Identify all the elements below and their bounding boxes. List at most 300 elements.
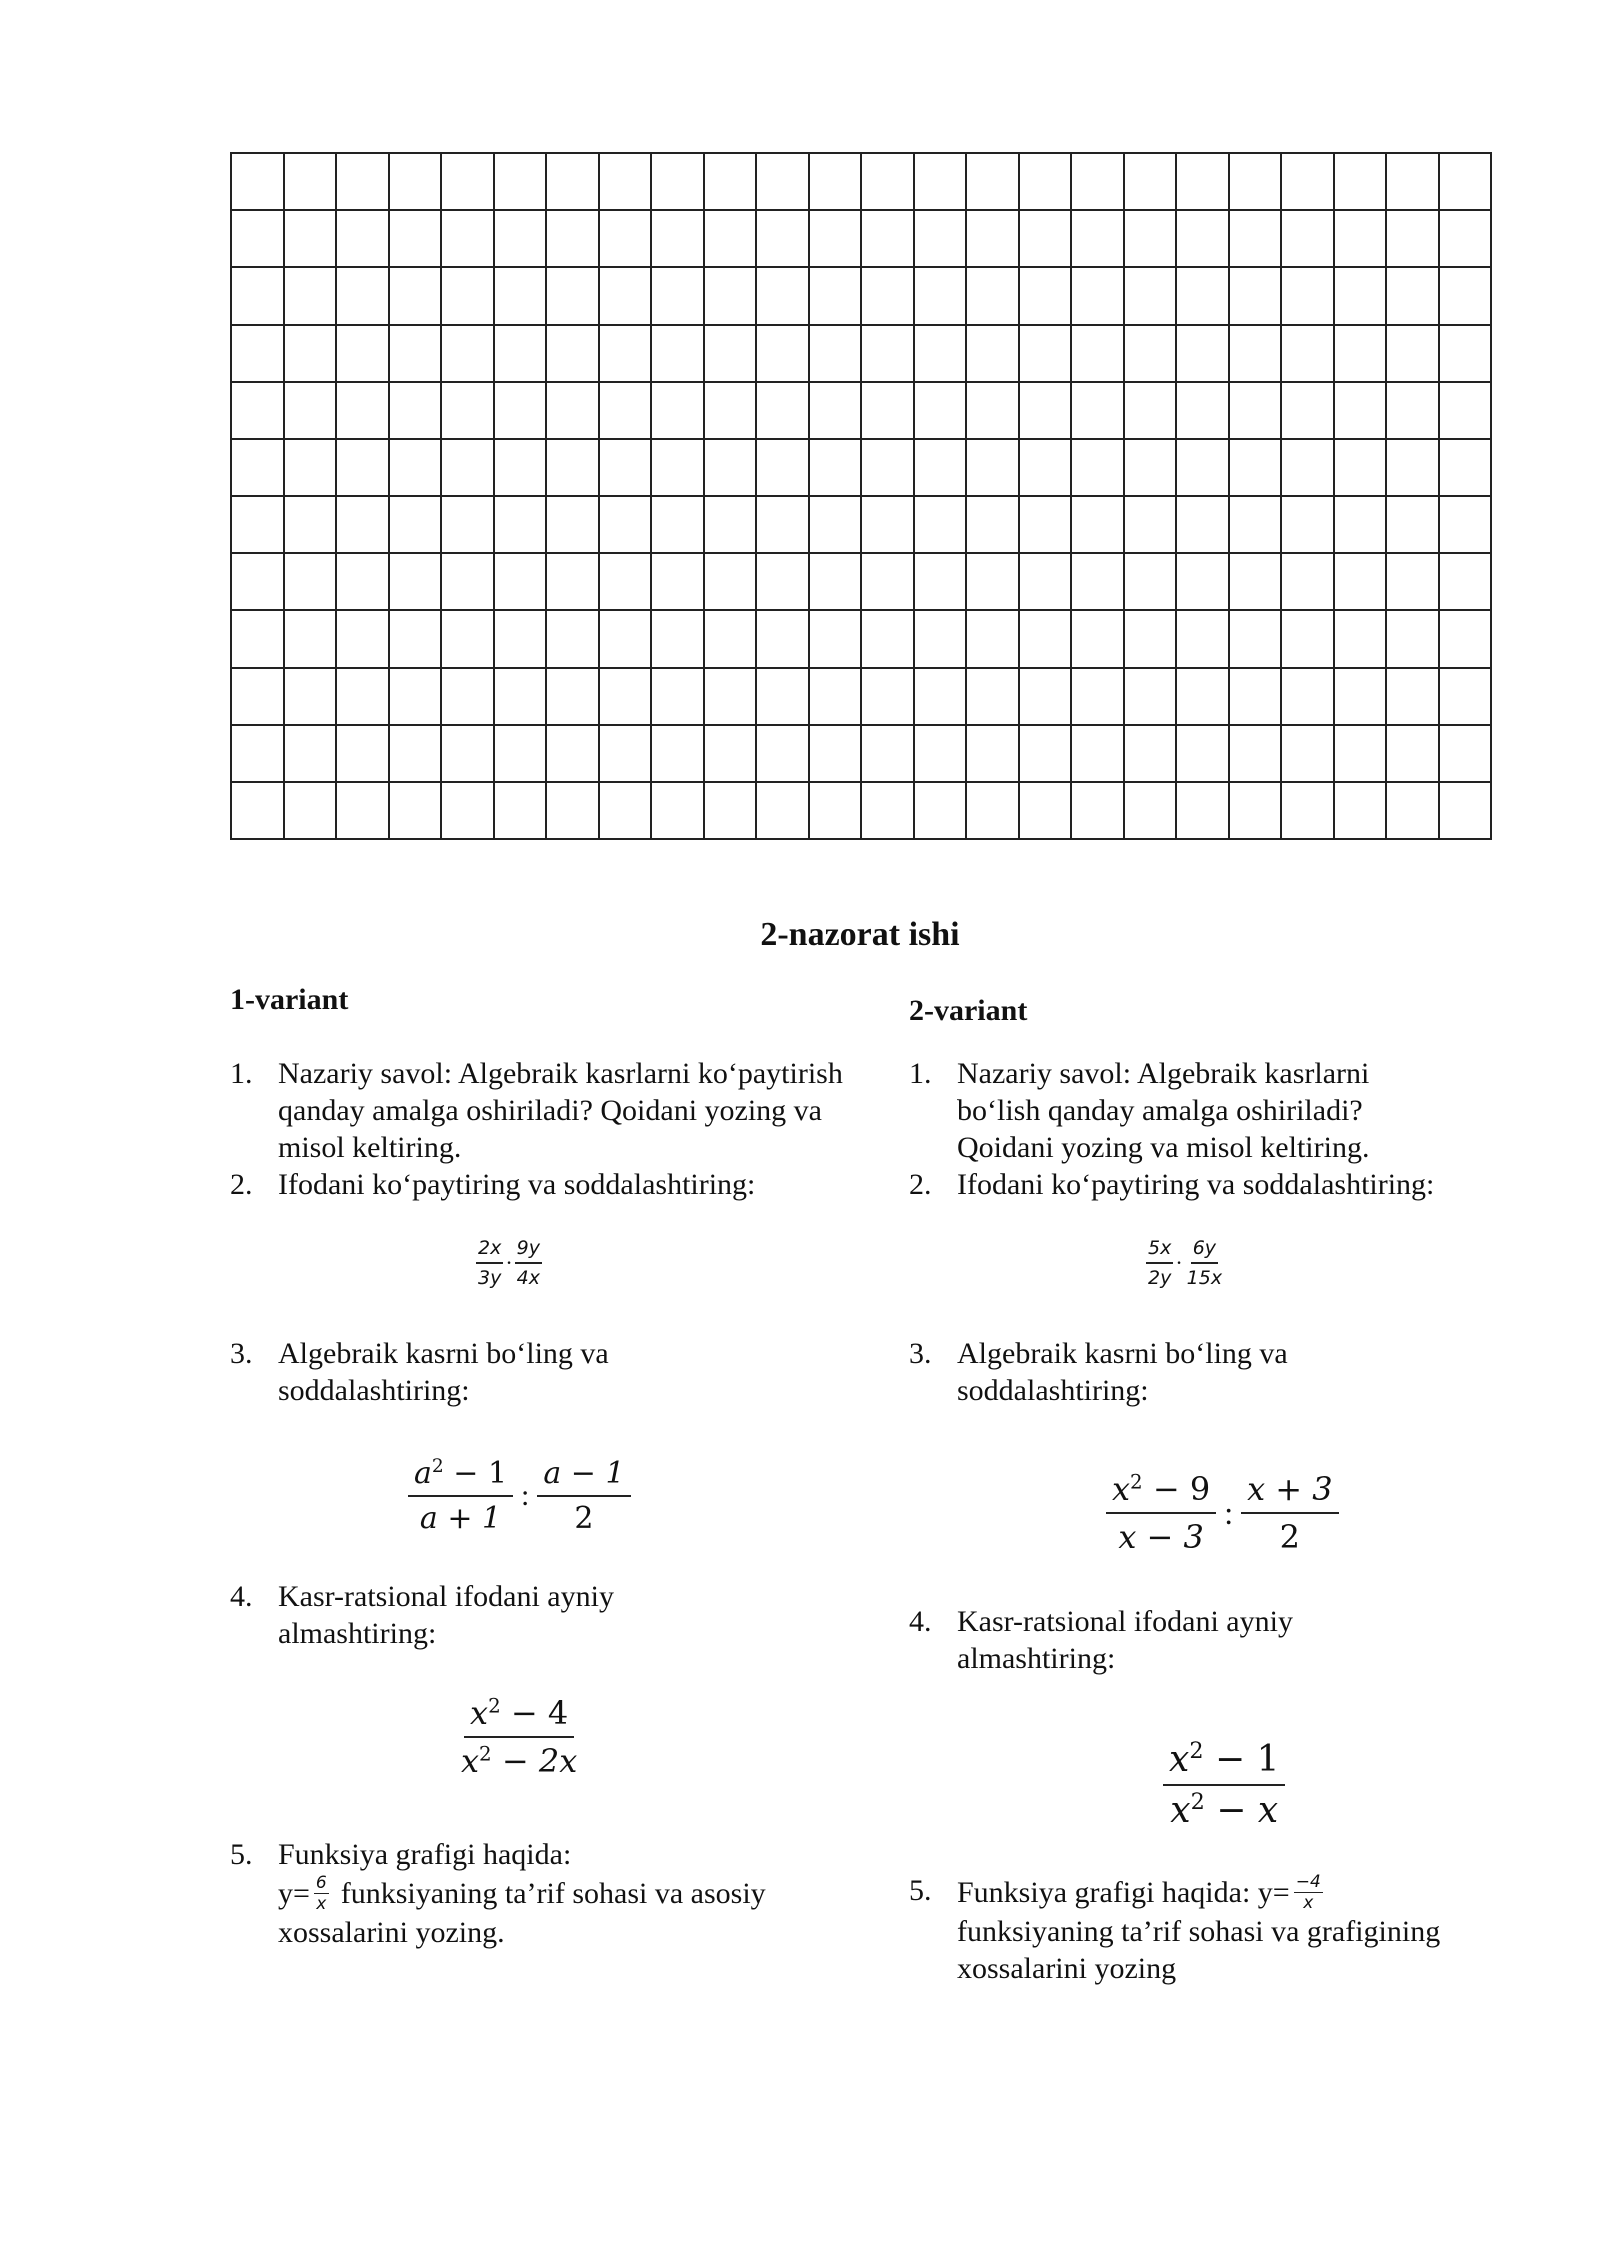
grid-cell — [547, 554, 600, 611]
grid-cell — [1387, 440, 1440, 497]
grid-cell — [757, 783, 810, 840]
grid-cell — [1177, 154, 1230, 211]
grid-cell — [1020, 726, 1073, 783]
question-2 — [909, 1166, 1529, 1203]
grid-cell — [652, 554, 705, 611]
grid-cell — [652, 669, 705, 726]
grid-cell — [1440, 383, 1493, 440]
grid-cell — [810, 440, 863, 497]
grid-cell — [915, 726, 968, 783]
grid-cell — [1125, 497, 1178, 554]
grid-cell — [600, 554, 653, 611]
grid-cell — [285, 326, 338, 383]
grid-cell — [862, 669, 915, 726]
fraction: $\frac{a^2 - 1}{a + 1}$ — [408, 1452, 513, 1540]
question-number: 4. — [230, 1580, 253, 1613]
grid-cell — [1335, 326, 1388, 383]
grid-cell — [810, 326, 863, 383]
grid-cell — [1125, 211, 1178, 268]
grid-cell — [285, 440, 338, 497]
grid-cell — [285, 154, 338, 211]
grid-cell — [1177, 383, 1230, 440]
grid-cell — [1230, 726, 1283, 783]
grid-cell — [1072, 726, 1125, 783]
grid-cell — [232, 783, 285, 840]
grid-cell — [810, 268, 863, 325]
grid-cell — [1282, 726, 1335, 783]
grid-cell — [757, 669, 810, 726]
question-text: Ifodani ko‘paytiring va soddalashtiring: — [957, 1168, 1435, 1201]
grid-cell — [337, 669, 390, 726]
question-number: 4. — [909, 1605, 932, 1638]
grid-cell — [285, 783, 338, 840]
fraction: $\frac{5x}{2y}$ — [1146, 1234, 1173, 1292]
grid-cell — [1020, 326, 1073, 383]
grid-cell — [1440, 211, 1493, 268]
grid-cell — [1125, 783, 1178, 840]
grid-cell — [547, 154, 600, 211]
grid-cell — [232, 611, 285, 668]
grid-cell — [705, 383, 758, 440]
grid-cell — [967, 783, 1020, 840]
grid-cell — [757, 440, 810, 497]
grid-cell — [1125, 611, 1178, 668]
grid-cell — [337, 497, 390, 554]
grid-cell — [1335, 440, 1388, 497]
grid-cell — [757, 383, 810, 440]
grid-cell — [495, 669, 548, 726]
grid-cell — [652, 611, 705, 668]
grid-cell — [915, 383, 968, 440]
grid-cell — [337, 440, 390, 497]
grid-cell — [862, 383, 915, 440]
grid-cell — [390, 211, 443, 268]
grid-cell — [862, 440, 915, 497]
grid-cell — [600, 440, 653, 497]
grid-cell — [1072, 669, 1125, 726]
grid-cell — [1020, 268, 1073, 325]
grid-cell — [810, 554, 863, 611]
grid-cell — [1282, 268, 1335, 325]
fraction: $\frac{x^2 - 9}{x - 3}$ — [1106, 1466, 1216, 1560]
grid-cell — [547, 783, 600, 840]
grid-cell — [1072, 154, 1125, 211]
grid-cell — [1177, 726, 1230, 783]
grid-cell — [337, 611, 390, 668]
question-4 — [909, 1603, 1529, 1677]
grid-cell — [600, 326, 653, 383]
grid-cell — [1440, 497, 1493, 554]
grid-cell — [1125, 554, 1178, 611]
grid-cell — [810, 497, 863, 554]
grid-cell — [1440, 726, 1493, 783]
grid-cell — [1387, 268, 1440, 325]
grid-cell — [1335, 154, 1388, 211]
fraction: $\frac{6y}{15x}$ — [1185, 1234, 1224, 1292]
grid-cell — [285, 554, 338, 611]
question-text: Funksiya grafigi haqida: y= $\frac{-4}{x}$ funksiyaning ta’rif sohasi va grafigining xossalarini yozing — [957, 1872, 1441, 1985]
grid-cell — [390, 154, 443, 211]
grid-cell — [337, 783, 390, 840]
grid-cell — [862, 554, 915, 611]
grid-cell — [600, 669, 653, 726]
grid-cell — [337, 383, 390, 440]
grid-cell — [600, 268, 653, 325]
grid-cell — [757, 497, 810, 554]
expression-3 — [1106, 1466, 1339, 1560]
grid-cell — [1440, 268, 1493, 325]
grid-cell — [810, 783, 863, 840]
grid-cell — [1282, 669, 1335, 726]
grid-cell — [600, 211, 653, 268]
grid-cell — [1072, 611, 1125, 668]
grid-cell — [1177, 326, 1230, 383]
grid-cell — [915, 326, 968, 383]
grid-cell — [1387, 211, 1440, 268]
grid-cell — [967, 326, 1020, 383]
grid-cell — [652, 211, 705, 268]
grid-cell — [1387, 154, 1440, 211]
grid-cell — [1230, 440, 1283, 497]
grid-cell — [1440, 440, 1493, 497]
grid-cell — [1020, 554, 1073, 611]
grid-cell — [1072, 211, 1125, 268]
grid-cell — [967, 497, 1020, 554]
grid-cell — [1335, 611, 1388, 668]
grid-cell — [967, 440, 1020, 497]
grid-cell — [337, 268, 390, 325]
grid-cell — [862, 268, 915, 325]
grid-cell — [285, 726, 338, 783]
question-number: 1. — [909, 1057, 932, 1090]
question-3 — [230, 1335, 850, 1409]
question-text: Ifodani ko‘paytiring va soddalashtiring: — [278, 1168, 756, 1201]
grid-cell — [600, 726, 653, 783]
grid-cell — [1177, 783, 1230, 840]
fraction: $\frac{-4}{x}$ — [1295, 1872, 1321, 1913]
grid-cell — [495, 268, 548, 325]
grid-cell — [1177, 554, 1230, 611]
grid-cell — [705, 326, 758, 383]
grid-cell — [705, 211, 758, 268]
grid-cell — [1020, 669, 1073, 726]
grid-cell — [757, 611, 810, 668]
grid-cell — [705, 554, 758, 611]
grid-cell — [547, 611, 600, 668]
expression-4 — [455, 1690, 583, 1784]
grid-cell — [1020, 440, 1073, 497]
question-number: 1. — [230, 1057, 253, 1090]
question-3 — [909, 1335, 1529, 1409]
grid-cell — [390, 326, 443, 383]
grid-cell — [232, 268, 285, 325]
grid-cell — [1020, 383, 1073, 440]
grid-cell — [495, 726, 548, 783]
grid-cell — [547, 497, 600, 554]
question-5 — [909, 1872, 1549, 1987]
grid-cell — [757, 326, 810, 383]
grid-cell — [495, 211, 548, 268]
grid-cell — [495, 497, 548, 554]
grid-cell — [547, 669, 600, 726]
grid-cell — [1335, 669, 1388, 726]
grid-cell — [547, 440, 600, 497]
grid-cell — [757, 268, 810, 325]
grid-cell — [915, 154, 968, 211]
grid-cell — [705, 611, 758, 668]
question-number: 2. — [909, 1168, 932, 1201]
fraction: $\frac{6}{x}$ — [315, 1873, 327, 1914]
grid-cell — [285, 268, 338, 325]
grid-cell — [967, 669, 1020, 726]
question-text: Kasr-ratsional ifodani ayniy almashtiring: — [278, 1580, 614, 1650]
expression-2 — [1146, 1234, 1224, 1292]
fraction: $\frac{x + 3}{2}$ — [1241, 1466, 1339, 1560]
grid-cell — [337, 726, 390, 783]
grid-cell — [1387, 554, 1440, 611]
grid-cell — [600, 783, 653, 840]
grid-cell — [232, 440, 285, 497]
grid-cell — [810, 726, 863, 783]
grid-cell — [1177, 669, 1230, 726]
grid-cell — [442, 611, 495, 668]
grid-cell — [1177, 211, 1230, 268]
grid-cell — [1072, 383, 1125, 440]
grid-cell — [1177, 497, 1230, 554]
grid-cell — [915, 497, 968, 554]
grid-cell — [652, 783, 705, 840]
grid-cell — [1387, 726, 1440, 783]
grid-cell — [1230, 211, 1283, 268]
grid-cell — [1125, 268, 1178, 325]
question-5 — [230, 1836, 870, 1951]
grid-cell — [285, 383, 338, 440]
grid-cell — [232, 669, 285, 726]
grid-cell — [967, 211, 1020, 268]
grid-cell — [1335, 554, 1388, 611]
grid-cell — [1335, 383, 1388, 440]
grid-cell — [1125, 726, 1178, 783]
grid-cell — [652, 383, 705, 440]
grid-cell — [1020, 611, 1073, 668]
grid-cell — [652, 154, 705, 211]
grid-cell — [862, 154, 915, 211]
grid-cell — [442, 211, 495, 268]
grid-cell — [390, 440, 443, 497]
grid-cell — [1387, 326, 1440, 383]
grid-cell — [232, 211, 285, 268]
grid-cell — [232, 726, 285, 783]
grid-cell — [705, 268, 758, 325]
grid-cell — [967, 726, 1020, 783]
grid-cell — [915, 554, 968, 611]
grid-cell — [1282, 783, 1335, 840]
page-title: 2-nazorat ishi — [760, 916, 960, 953]
grid-cell — [862, 611, 915, 668]
grid-cell — [442, 554, 495, 611]
grid-cell — [1335, 211, 1388, 268]
grid-cell — [547, 726, 600, 783]
grid-cell — [442, 726, 495, 783]
grid-cell — [1282, 611, 1335, 668]
grid-cell — [1177, 440, 1230, 497]
grid-cell — [652, 440, 705, 497]
grid-cell — [862, 783, 915, 840]
grid-cell — [337, 326, 390, 383]
grid-cell — [862, 497, 915, 554]
grid-cell — [967, 268, 1020, 325]
grid-cell — [1230, 669, 1283, 726]
question-text: Nazariy savol: Algebraik kasrlarni bo‘lish qanday amalga oshiriladi? Qoidani yozing va misol keltiring. — [957, 1057, 1370, 1164]
grid-cell — [1440, 669, 1493, 726]
operator: : — [1224, 1494, 1234, 1531]
grid-cell — [1387, 383, 1440, 440]
grid-cell — [1230, 268, 1283, 325]
grid-cell — [1282, 440, 1335, 497]
grid-cell — [915, 783, 968, 840]
grid-cell — [1177, 268, 1230, 325]
operator: · — [505, 1250, 513, 1275]
question-text: Funksiya grafigi haqida: y= $\frac{6}{x}$ funksiyaning ta’rif sohasi va asosiy xossalarini yozing. — [278, 1838, 766, 1949]
grid-cell — [600, 497, 653, 554]
grid-cell — [810, 611, 863, 668]
grid-cell — [1387, 669, 1440, 726]
grid-cell — [1177, 611, 1230, 668]
grid-cell — [390, 383, 443, 440]
grid-cell — [705, 154, 758, 211]
expression-3 — [408, 1452, 631, 1540]
question-number: 2. — [230, 1168, 253, 1201]
grid-cell — [967, 554, 1020, 611]
operator: · — [1175, 1250, 1183, 1275]
grid-cell — [495, 440, 548, 497]
grid-cell — [1125, 383, 1178, 440]
grid-cell — [810, 211, 863, 268]
grid-cell — [232, 497, 285, 554]
fraction: $\frac{a - 1}{2}$ — [537, 1452, 630, 1540]
grid-cell — [1387, 611, 1440, 668]
grid-cell — [600, 383, 653, 440]
grid-cell — [547, 326, 600, 383]
grid-cell — [495, 611, 548, 668]
grid-cell — [390, 669, 443, 726]
grid-cell — [1125, 440, 1178, 497]
grid-cell — [1282, 211, 1335, 268]
grid-cell — [967, 383, 1020, 440]
grid-cell — [967, 611, 1020, 668]
question-2 — [230, 1166, 850, 1203]
question-1 — [909, 1055, 1529, 1166]
expression-2 — [476, 1234, 542, 1292]
grid-cell — [967, 154, 1020, 211]
grid-cell — [442, 783, 495, 840]
grid-cell — [810, 669, 863, 726]
grid-cell — [547, 268, 600, 325]
grid-cell — [1072, 326, 1125, 383]
question-text: Kasr-ratsional ifodani ayniy almashtiring: — [957, 1605, 1293, 1675]
grid-cell — [810, 383, 863, 440]
grid-cell — [495, 783, 548, 840]
grid-cell — [442, 154, 495, 211]
grid-cell — [232, 383, 285, 440]
grid-cell — [1072, 440, 1125, 497]
grid-cell — [862, 326, 915, 383]
grid-cell — [915, 211, 968, 268]
grid-cell — [1230, 554, 1283, 611]
grid-cell — [547, 383, 600, 440]
grid-cell — [547, 211, 600, 268]
grid-cell — [1440, 554, 1493, 611]
grid-cell — [705, 669, 758, 726]
grid-cell — [757, 211, 810, 268]
blank-grid-table — [230, 152, 1492, 840]
grid-cell — [705, 783, 758, 840]
expression-4 — [1163, 1735, 1285, 1835]
grid-cell — [495, 554, 548, 611]
grid-cell — [1125, 326, 1178, 383]
grid-cell — [652, 326, 705, 383]
grid-cell — [232, 326, 285, 383]
grid-cell — [915, 440, 968, 497]
grid-cell — [442, 497, 495, 554]
grid-cell — [285, 497, 338, 554]
grid-cell — [1230, 497, 1283, 554]
grid-cell — [1020, 211, 1073, 268]
grid-cell — [705, 497, 758, 554]
grid-cell — [390, 554, 443, 611]
question-1 — [230, 1055, 850, 1166]
grid-cell — [285, 611, 338, 668]
grid-cell — [1335, 497, 1388, 554]
grid-cell — [915, 669, 968, 726]
grid-cell — [1020, 783, 1073, 840]
fraction: $\frac{x^2 - 1}{x^2 - x}$ — [1163, 1735, 1285, 1835]
grid-cell — [652, 726, 705, 783]
grid-cell — [1230, 611, 1283, 668]
question-number: 5. — [909, 1874, 932, 1907]
grid-cell — [1230, 154, 1283, 211]
grid-cell — [1125, 669, 1178, 726]
grid-cell — [442, 268, 495, 325]
grid-cell — [862, 211, 915, 268]
grid-cell — [390, 611, 443, 668]
grid-cell — [232, 554, 285, 611]
variant-heading: 2-variant — [909, 994, 1028, 1027]
grid-cell — [1282, 383, 1335, 440]
grid-cell — [862, 726, 915, 783]
grid-cell — [1072, 268, 1125, 325]
grid-cell — [1125, 154, 1178, 211]
grid-cell — [810, 154, 863, 211]
grid-cell — [1072, 554, 1125, 611]
grid-cell — [915, 611, 968, 668]
grid-cell — [1440, 783, 1493, 840]
grid-cell — [757, 726, 810, 783]
grid-cell — [1387, 497, 1440, 554]
grid-cell — [1020, 154, 1073, 211]
grid-cell — [1282, 554, 1335, 611]
grid-cell — [337, 211, 390, 268]
grid-cell — [1282, 326, 1335, 383]
grid-cell — [757, 154, 810, 211]
question-number: 3. — [909, 1337, 932, 1370]
grid-cell — [1335, 783, 1388, 840]
grid-cell — [442, 669, 495, 726]
question-text: Algebraik kasrni bo‘ling va soddalashtiring: — [957, 1337, 1288, 1407]
variant-heading: 1-variant — [230, 983, 349, 1016]
grid-cell — [1335, 726, 1388, 783]
grid-cell — [1020, 497, 1073, 554]
